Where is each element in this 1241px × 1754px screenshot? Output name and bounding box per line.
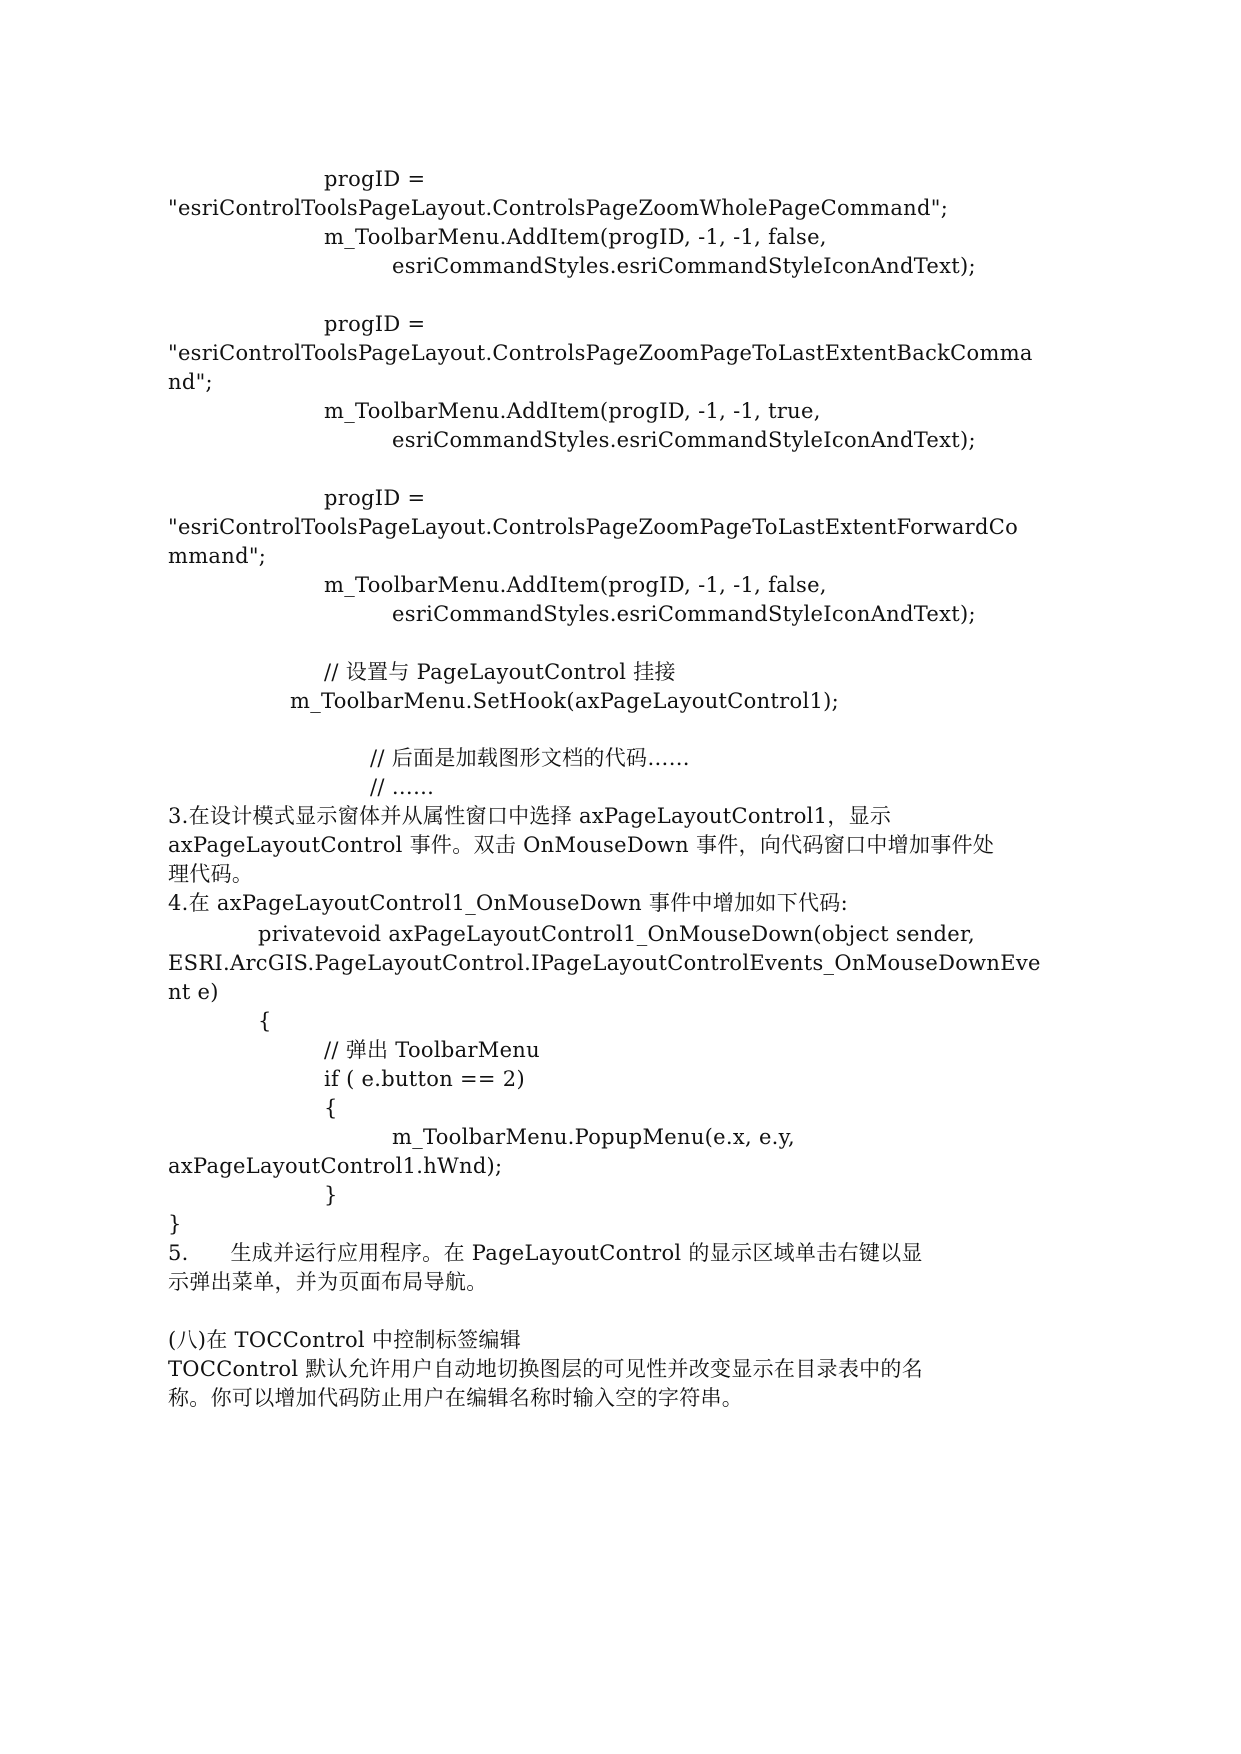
code-line: mmand"; [168,544,267,568]
paragraph-line: 3.在设计模式显示窗体并从属性窗口中选择 axPageLayoutControl1，显示 [168,804,892,828]
code-line: "esriControlToolsPageLayout.ControlsPageZoomWholePageCommand"; [168,196,949,220]
code-line: m_ToolbarMenu.AddItem(progID, -1, -1, true, [324,399,821,423]
code-comment: // 后面是加载图形文档的代码…… [370,746,690,770]
code-line: { [258,1009,272,1033]
paragraph-line: axPageLayoutControl 事件。双击 OnMouseDown 事件，向代码窗口中增加事件处 [168,833,995,857]
code-comment: // 弹出 ToolbarMenu [324,1038,540,1062]
code-line: if ( e.button == 2) [324,1067,525,1091]
code-line: "esriControlToolsPageLayout.ControlsPageZoomPageToLastExtentForwardCo [168,515,1019,539]
code-line: { [324,1096,338,1120]
code-line: progID = [324,312,426,336]
code-line: axPageLayoutControl1.hWnd); [168,1154,503,1178]
code-line: m_ToolbarMenu.AddItem(progID, -1, -1, false, [324,225,827,249]
paragraph-line: 理代码。 [168,862,254,886]
code-line: progID = [324,167,426,191]
paragraph-line: 称。你可以增加代码防止用户在编辑名称时输入空的字符串。 [168,1386,744,1410]
code-line: "esriControlToolsPageLayout.ControlsPageZoomPageToLastExtentBackComma [168,341,1033,365]
code-line: } [168,1212,182,1236]
code-line: esriCommandStyles.esriCommandStyleIconAndText); [392,428,976,452]
paragraph-line: 4.在 axPageLayoutControl1_OnMouseDown 事件中增加如下代码: [168,891,848,915]
code-line: progID = [324,486,426,510]
code-line: esriCommandStyles.esriCommandStyleIconAndText); [392,602,976,626]
code-line: } [324,1183,338,1207]
code-line: nt e) [168,980,219,1004]
section-heading: (八)在 TOCControl 中控制标签编辑 [168,1328,521,1352]
code-comment: // 设置与 PageLayoutControl 挂接 [324,660,676,684]
code-line: m_ToolbarMenu.AddItem(progID, -1, -1, false, [324,573,827,597]
code-line: m_ToolbarMenu.SetHook(axPageLayoutControl1); [290,689,839,713]
paragraph-line: TOCControl 默认允许用户自动地切换图层的可见性并改变显示在目录表中的名 [168,1357,924,1381]
code-line: esriCommandStyles.esriCommandStyleIconAndText); [392,254,976,278]
code-line: nd"; [168,370,213,394]
code-line: ESRI.ArcGIS.PageLayoutControl.IPageLayoutControlEvents_OnMouseDownEve [168,951,1041,975]
code-line: m_ToolbarMenu.PopupMenu(e.x, e.y, [392,1125,796,1149]
paragraph-line: 5. 生成并运行应用程序。在 PageLayoutControl 的显示区域单击右键以显 [168,1241,923,1265]
code-line: privatevoid axPageLayoutControl1_OnMouseDown(object sender, [258,922,975,946]
paragraph-line: 示弹出菜单，并为页面布局导航。 [168,1270,488,1294]
code-comment: // …… [370,775,435,799]
